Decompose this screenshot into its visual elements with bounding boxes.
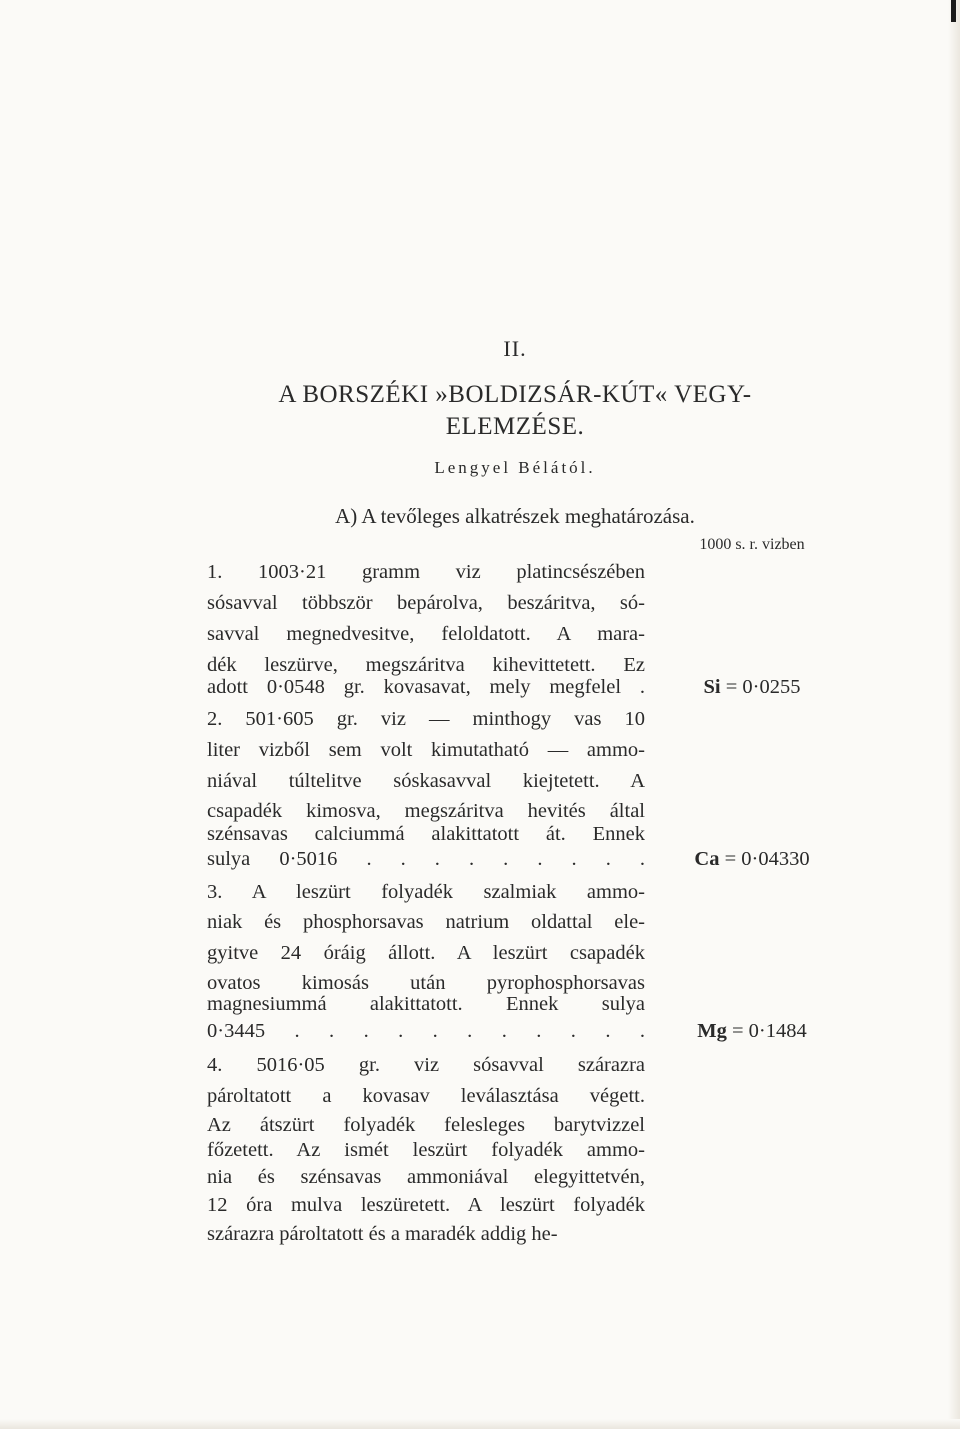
text-line: szárazra pároltatott és a maradék addig he- <box>207 1223 558 1245</box>
chapter-number: II. <box>503 336 527 361</box>
text-line: 2. 501·605 gr. viz — minthogy vas 10 <box>207 708 645 730</box>
text-line: Az átszürt folyadék felesleges barytvizzel <box>207 1114 645 1136</box>
result-value: 0·1484 <box>748 1020 807 1042</box>
unit-label: 1000 s. r. vizben <box>699 536 805 553</box>
result-value: 0·04330 <box>741 848 810 870</box>
text-line: 1. 1003·21 gramm viz platincsészében <box>207 561 645 583</box>
title-line-2: ELEMZÉSE. <box>445 413 585 440</box>
element-symbol: Ca <box>694 848 720 870</box>
text-line: főzetett. Az ismét leszürt folyadék ammo- <box>207 1139 645 1161</box>
result-value: 0·0255 <box>742 676 801 698</box>
element-symbol: Mg <box>697 1020 727 1042</box>
text-line: dék leszürve, megszáritva kihevittetett. Ez <box>207 654 645 676</box>
text-line: 12 óra mulva leszüretett. A leszürt folyadék <box>207 1194 645 1216</box>
text-line: savval megnedvesitve, feloldatott. A mara- <box>207 623 645 645</box>
element-symbol: Si <box>703 676 721 698</box>
equals-sign: = <box>724 848 737 870</box>
corner-mark <box>951 0 956 22</box>
text-line: csapadék kimosva, megszáritva hevités által <box>207 800 645 822</box>
result-ca <box>672 846 832 872</box>
text-line: niak és phosphorsavas natrium oldattal ele- <box>207 911 645 933</box>
text-line: sósavval többször bepárolva, beszáritva, só- <box>207 592 645 614</box>
text-line: gyitve 24 óráig állott. A leszürt csapadék <box>207 942 645 964</box>
text-line: 4. 5016·05 gr. viz sósavval szárazra <box>207 1054 645 1076</box>
text-line: niával túltelitve sóskasavval kiejtetett. A <box>207 770 645 792</box>
result-si <box>672 674 832 700</box>
author-line: Lengyel Bélától. <box>434 458 596 477</box>
text-line: nia és szénsavas ammoniával elegyittetvén, <box>207 1166 645 1188</box>
text-line: szénsavas calciummá alakittatott át. Ennek <box>207 823 645 845</box>
page-bottom-edge <box>0 1419 960 1429</box>
text-line: magnesiummá alakittatott. Ennek sulya <box>207 993 645 1015</box>
text-line: 3. A leszürt folyadék szalmiak ammo- <box>207 881 645 903</box>
text-line: ovatos kimosás után pyrophosphorsavas <box>207 972 645 994</box>
section-heading: A) A tevőleges alkatrészek meghatározása. <box>335 504 695 528</box>
equals-sign: = <box>725 676 738 698</box>
text-line: liter vizből sem volt kimutatható — ammo- <box>207 739 645 761</box>
equals-sign: = <box>731 1020 744 1042</box>
result-mg <box>672 1018 832 1044</box>
text-line: sulya 0·5016 . . . . . . . . . <box>207 848 645 870</box>
title-line-1: A BORSZÉKI »BOLDIZSÁR-KÚT« VEGY- <box>278 381 752 408</box>
text-line: pároltatott a kovasav leválasztása végett. <box>207 1085 645 1107</box>
text-line: 0·3445 . . . . . . . . . . . <box>207 1020 645 1042</box>
text-line: adott 0·0548 gr. kovasavat, mely megfelel . <box>207 676 645 698</box>
page-right-edge <box>948 0 960 1429</box>
